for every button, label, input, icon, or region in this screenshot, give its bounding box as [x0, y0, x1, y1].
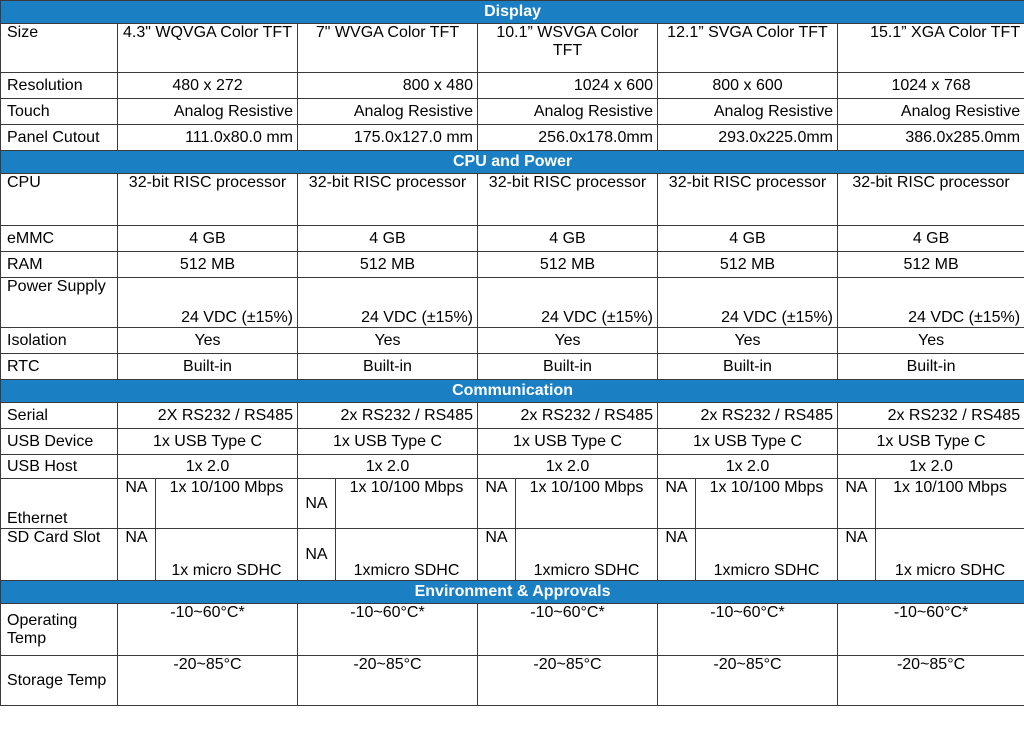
- cell-sd-card-na-5: NA: [838, 529, 876, 581]
- cell-size-1: 4.3" WQVGA Color TFT: [118, 24, 298, 73]
- cell-panel-cutout-2: 175.0x127.0 mm: [298, 125, 478, 151]
- cell-ram-1: 512 MB: [118, 252, 298, 278]
- cell-operating-temp-5: -10~60°C*: [838, 604, 1024, 656]
- cell-ethernet-4: 1x 10/100 Mbps: [696, 479, 838, 529]
- cell-size-4: 12.1” SVGA Color TFT: [658, 24, 838, 73]
- cell-rtc-5: Built-in: [838, 354, 1024, 380]
- cell-ethernet-2: 1x 10/100 Mbps: [336, 479, 478, 529]
- cell-storage-temp-1: -20~85°C: [118, 656, 298, 706]
- cell-rtc-2: Built-in: [298, 354, 478, 380]
- cell-ethernet-na-4: NA: [658, 479, 696, 529]
- cell-usb-host-5: 1x 2.0: [838, 455, 1024, 479]
- section-header-environment: Environment & Approvals: [1, 581, 1024, 604]
- row-label: Panel Cutout: [1, 125, 118, 151]
- cell-usb-device-1: 1x USB Type C: [118, 429, 298, 455]
- cell-serial-2: 2x RS232 / RS485: [298, 403, 478, 429]
- row-label: Touch: [1, 99, 118, 125]
- cell-power-supply-3: 24 VDC (±15%): [478, 278, 658, 328]
- cell-power-supply-4: 24 VDC (±15%): [658, 278, 838, 328]
- row-label: SD Card Slot: [1, 529, 118, 581]
- cell-power-supply-2: 24 VDC (±15%): [298, 278, 478, 328]
- cell-resolution-2: 800 x 480: [298, 73, 478, 99]
- cell-cpu-1: 32-bit RISC processor: [118, 174, 298, 226]
- cell-touch-5: Analog Resistive: [838, 99, 1024, 125]
- row-ram: [1, 252, 1024, 278]
- cell-isolation-1: Yes: [118, 328, 298, 354]
- section-header-display: Display: [1, 1, 1024, 24]
- row-label: Ethernet: [1, 479, 118, 529]
- cell-isolation-4: Yes: [658, 328, 838, 354]
- cell-storage-temp-4: -20~85°C: [658, 656, 838, 706]
- cell-sd-card-na-3: NA: [478, 529, 516, 581]
- cell-sd-card-na-2: NA: [298, 529, 336, 581]
- row-label: Operating Temp: [1, 604, 118, 656]
- row-operating-temp: [1, 604, 1024, 656]
- cell-storage-temp-5: -20~85°C: [838, 656, 1024, 706]
- cell-resolution-3: 1024 x 600: [478, 73, 658, 99]
- cell-usb-device-2: 1x USB Type C: [298, 429, 478, 455]
- cell-resolution-5: 1024 x 768: [838, 73, 1024, 99]
- section-header-communication: Communication: [1, 380, 1024, 403]
- cell-touch-1: Analog Resistive: [118, 99, 298, 125]
- cell-power-supply-5: 24 VDC (±15%): [838, 278, 1024, 328]
- cell-sd-card-1: 1x micro SDHC: [156, 529, 298, 581]
- cell-cpu-4: 32-bit RISC processor: [658, 174, 838, 226]
- row-serial: [1, 403, 1024, 429]
- cell-sd-card-3: 1xmicro SDHC: [516, 529, 658, 581]
- cell-serial-4: 2x RS232 / RS485: [658, 403, 838, 429]
- cell-cpu-3: 32-bit RISC processor: [478, 174, 658, 226]
- cell-ethernet-na-5: NA: [838, 479, 876, 529]
- row-cpu: [1, 174, 1024, 226]
- cell-operating-temp-4: -10~60°C*: [658, 604, 838, 656]
- row-panel-cutout: [1, 125, 1024, 151]
- cell-ethernet-na-2: NA: [298, 479, 336, 529]
- row-label: Power Supply: [1, 278, 118, 328]
- row-label: Serial: [1, 403, 118, 429]
- cell-serial-1: 2X RS232 / RS485: [118, 403, 298, 429]
- cell-panel-cutout-4: 293.0x225.0mm: [658, 125, 838, 151]
- cell-panel-cutout-1: 111.0x80.0 mm: [118, 125, 298, 151]
- cell-emmc-4: 4 GB: [658, 226, 838, 252]
- row-label: CPU: [1, 174, 118, 226]
- cell-serial-5: 2x RS232 / RS485: [838, 403, 1024, 429]
- row-resolution: [1, 73, 1024, 99]
- cell-power-supply-1: 24 VDC (±15%): [118, 278, 298, 328]
- cell-cpu-2: 32-bit RISC processor: [298, 174, 478, 226]
- row-rtc: [1, 354, 1024, 380]
- row-touch: [1, 99, 1024, 125]
- cell-usb-host-1: 1x 2.0: [118, 455, 298, 479]
- cell-ram-5: 512 MB: [838, 252, 1024, 278]
- cell-ethernet-5: 1x 10/100 Mbps: [876, 479, 1024, 529]
- cell-usb-device-3: 1x USB Type C: [478, 429, 658, 455]
- cell-storage-temp-3: -20~85°C: [478, 656, 658, 706]
- row-label: Resolution: [1, 73, 118, 99]
- row-size: [1, 24, 1024, 73]
- row-ethernet: [1, 479, 1024, 529]
- cell-usb-device-4: 1x USB Type C: [658, 429, 838, 455]
- row-storage-temp: [1, 656, 1024, 706]
- cell-resolution-1: 480 x 272: [118, 73, 298, 99]
- cell-touch-2: Analog Resistive: [298, 99, 478, 125]
- cell-touch-3: Analog Resistive: [478, 99, 658, 125]
- cell-usb-host-2: 1x 2.0: [298, 455, 478, 479]
- row-label: Size: [1, 24, 118, 73]
- row-isolation: [1, 328, 1024, 354]
- row-sd-card: [1, 529, 1024, 581]
- cell-isolation-5: Yes: [838, 328, 1024, 354]
- cell-emmc-5: 4 GB: [838, 226, 1024, 252]
- row-label: USB Host: [1, 455, 118, 479]
- cell-ethernet-1: 1x 10/100 Mbps: [156, 479, 298, 529]
- cell-usb-host-3: 1x 2.0: [478, 455, 658, 479]
- cell-rtc-4: Built-in: [658, 354, 838, 380]
- cell-ethernet-na-1: NA: [118, 479, 156, 529]
- cell-operating-temp-1: -10~60°C*: [118, 604, 298, 656]
- cell-cpu-5: 32-bit RISC processor: [838, 174, 1024, 226]
- row-usb-host: [1, 455, 1024, 479]
- cell-touch-4: Analog Resistive: [658, 99, 838, 125]
- cell-ethernet-3: 1x 10/100 Mbps: [516, 479, 658, 529]
- row-emmc: [1, 226, 1024, 252]
- cell-rtc-1: Built-in: [118, 354, 298, 380]
- cell-panel-cutout-3: 256.0x178.0mm: [478, 125, 658, 151]
- cell-ram-3: 512 MB: [478, 252, 658, 278]
- cell-sd-card-5: 1x micro SDHC: [876, 529, 1024, 581]
- cell-serial-3: 2x RS232 / RS485: [478, 403, 658, 429]
- cell-size-5: 15.1” XGA Color TFT: [838, 24, 1024, 73]
- cell-ram-2: 512 MB: [298, 252, 478, 278]
- row-label: USB Device: [1, 429, 118, 455]
- row-power-supply: [1, 278, 1024, 328]
- cell-ram-4: 512 MB: [658, 252, 838, 278]
- cell-isolation-2: Yes: [298, 328, 478, 354]
- cell-sd-card-4: 1xmicro SDHC: [696, 529, 838, 581]
- row-usb-device: [1, 429, 1024, 455]
- cell-isolation-3: Yes: [478, 328, 658, 354]
- row-label: RTC: [1, 354, 118, 380]
- cell-operating-temp-2: -10~60°C*: [298, 604, 478, 656]
- cell-size-3: 10.1” WSVGA Color TFT: [478, 24, 658, 73]
- row-label: eMMC: [1, 226, 118, 252]
- cell-sd-card-na-1: NA: [118, 529, 156, 581]
- cell-operating-temp-3: -10~60°C*: [478, 604, 658, 656]
- cell-size-2: 7" WVGA Color TFT: [298, 24, 478, 73]
- cell-emmc-1: 4 GB: [118, 226, 298, 252]
- cell-emmc-3: 4 GB: [478, 226, 658, 252]
- cell-ethernet-na-3: NA: [478, 479, 516, 529]
- cell-rtc-3: Built-in: [478, 354, 658, 380]
- row-label: Isolation: [1, 328, 118, 354]
- row-label: Storage Temp: [1, 656, 118, 706]
- cell-emmc-2: 4 GB: [298, 226, 478, 252]
- cell-sd-card-na-4: NA: [658, 529, 696, 581]
- cell-usb-device-5: 1x USB Type C: [838, 429, 1024, 455]
- cell-sd-card-2: 1xmicro SDHC: [336, 529, 478, 581]
- section-header-cpu-power: CPU and Power: [1, 151, 1024, 174]
- cell-resolution-4: 800 x 600: [658, 73, 838, 99]
- row-label: RAM: [1, 252, 118, 278]
- cell-usb-host-4: 1x 2.0: [658, 455, 838, 479]
- cell-panel-cutout-5: 386.0x285.0mm: [838, 125, 1024, 151]
- cell-storage-temp-2: -20~85°C: [298, 656, 478, 706]
